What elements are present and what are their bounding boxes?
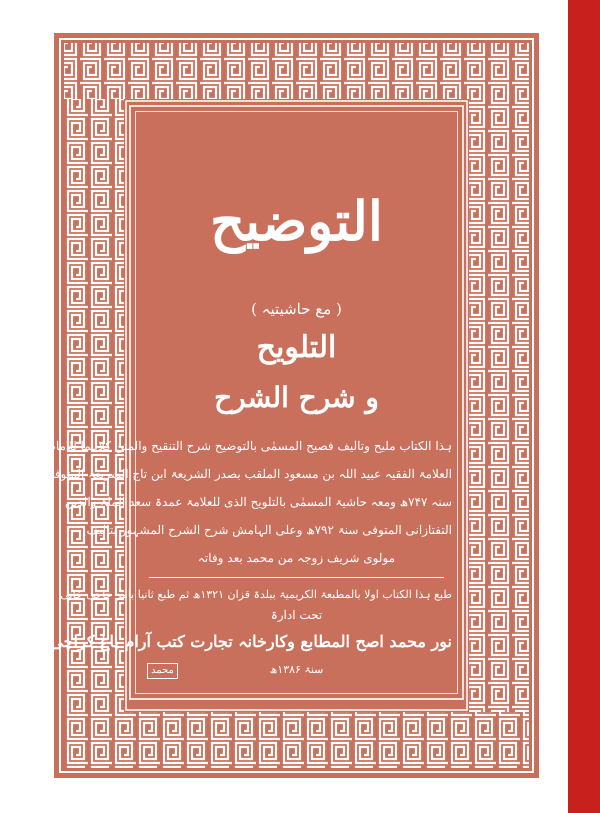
sharh-title: و شرح الشرح bbox=[214, 381, 379, 414]
with-commentary-note: ( مع حاشیتیہ ) bbox=[251, 300, 342, 318]
seal-stamp: محمد bbox=[147, 663, 178, 679]
description-line: مولوی شریف زوجہ من محمد بعد وفاتہ bbox=[197, 551, 396, 565]
commentary-title: التلویح bbox=[256, 330, 337, 365]
book-title: التوضیح bbox=[210, 189, 383, 253]
publication-year: سنۃ ۱۳۸۶ھ bbox=[269, 663, 324, 676]
description-line: ہذا الکتاب ملیح وتالیف فصیح المسمٰی بالتوضیح شرح التنقیح والمتن کلاہما للامام bbox=[48, 439, 452, 453]
publisher-name: نور محمد اصح المطابع وکارخانہ تجارت کتب آرام باغ کراچی bbox=[50, 632, 452, 651]
ornamental-frame bbox=[44, 33, 539, 778]
title-panel bbox=[44, 105, 464, 700]
description-line: العلامۃ الفقیہ عبید اللہ بن مسعود الملقب بصدر الشریعۃ ابن تاج الشریعۃ المتوفی bbox=[44, 467, 452, 481]
description-line: التفتازانی المتوفی سنۃ ۷۹۲ھ وعلی الہامش شرح الشرح المشہور بتالیف bbox=[86, 523, 452, 537]
printing-note: طبع ہذا الکتاب اولا بالمطبعۃ الکریمیۃ ببلدۃ قزان ۱۳۲۱ھ ثم طبع ثانیا بامر حاجی خانی bbox=[60, 588, 452, 601]
under-management-label: تحت ادارۃ bbox=[270, 608, 323, 622]
description-line: سنہ ۷۴۷ھ ومعہ حاشیۃ المسمٰی بالتلویح الذی للعلامۃ عمدۃ سعد الملۃ والدین bbox=[64, 495, 452, 509]
divider-rule bbox=[149, 577, 444, 578]
book-spine-edge bbox=[568, 0, 600, 813]
